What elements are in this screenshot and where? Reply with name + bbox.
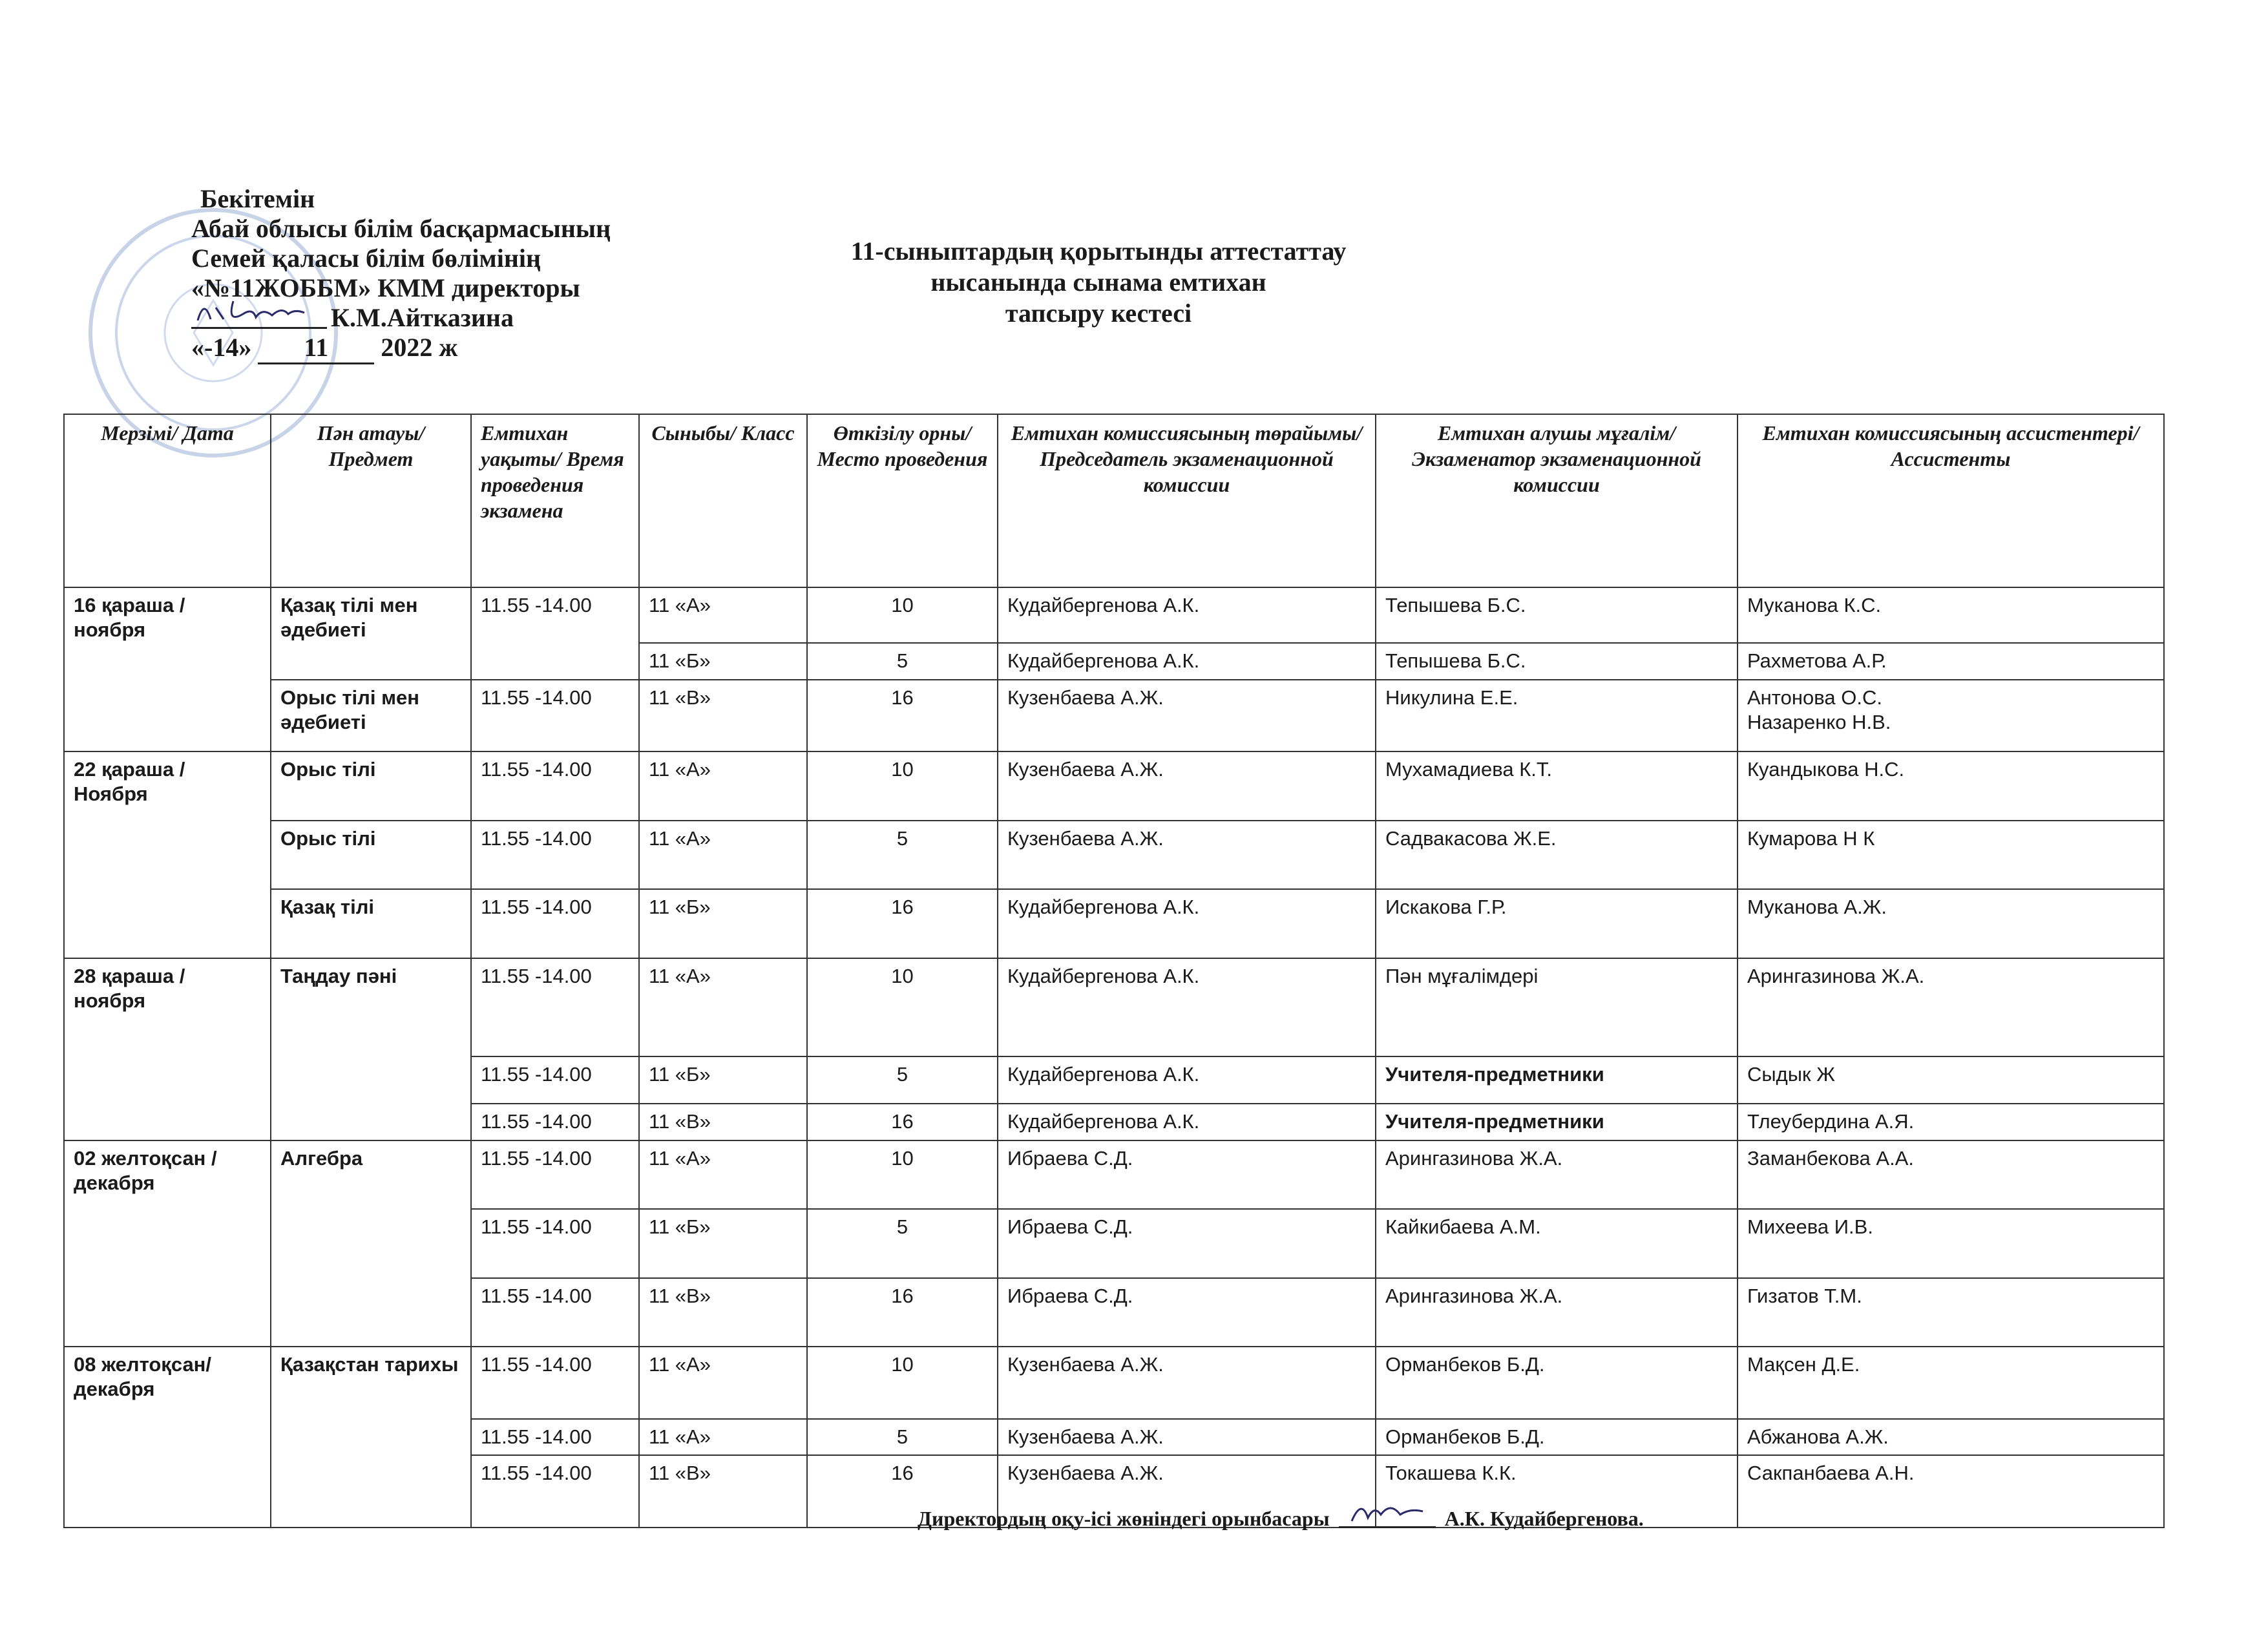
header-time: Емтихан уақыты/ Время проведения экзамена [471, 414, 639, 587]
cell-chair: Кудайбергенова А.К. [998, 1056, 1376, 1104]
cell-assistant: Арингазинова Ж.А. [1738, 958, 2164, 1056]
header-row [64, 414, 2164, 587]
title-line-1: 11-сыныптардың қорытынды аттестаттау [850, 236, 1347, 266]
cell-class: 11 «А» [639, 821, 807, 889]
cell-place: 5 [807, 821, 998, 889]
title-line-3: тапсыру кестесі [1005, 299, 1192, 328]
cell-time: 11.55 -14.00 [471, 1278, 639, 1347]
cell-place: 5 [807, 643, 998, 680]
cell-assistant: Заманбекова А.А. [1738, 1140, 2164, 1209]
cell-date: 16 қараша / ноября [64, 587, 271, 751]
cell-place: 10 [807, 1347, 998, 1419]
footer-role: Директордың оқу-ісі жөніндегі орынбасары [918, 1507, 1330, 1530]
cell-time: 11.55 -14.00 [471, 1056, 639, 1104]
cell-place: 16 [807, 889, 998, 958]
cell-time: 11.55 -14.00 [471, 889, 639, 958]
cell-place: 5 [807, 1209, 998, 1277]
cell-class: 11 «В» [639, 680, 807, 752]
assistant-name: Антонова О.С. [1747, 686, 1882, 709]
approval-heading: Бекітемін [200, 184, 315, 213]
table-row [64, 958, 2164, 1056]
cell-chair: Кудайбергенова А.К. [998, 889, 1376, 958]
assistant-name: Назаренко Н.В. [1747, 710, 1891, 733]
cell-assistant: Мақсен Д.Е. [1738, 1347, 2164, 1419]
cell-place: 10 [807, 587, 998, 643]
cell-assistant: Куандыкова Н.С. [1738, 751, 2164, 820]
cell-class: 11 «Б» [639, 1056, 807, 1104]
cell-class: 11 «Б» [639, 1209, 807, 1277]
cell-chair: Кузенбаева А.Ж. [998, 680, 1376, 752]
cell-time: 11.55 -14.00 [471, 1209, 639, 1277]
cell-chair: Ибраева С.Д. [998, 1209, 1376, 1277]
cell-date: 08 желтоқсан/ декабря [64, 1347, 271, 1528]
date-year: 2022 ж [381, 333, 458, 362]
cell-time: 11.55 -14.00 [471, 1419, 639, 1456]
cell-time: 11.55 -14.00 [471, 751, 639, 820]
cell-assistant: Сакпанбаева А.Н. [1738, 1455, 2164, 1528]
cell-time: 11.55 -14.00 [471, 587, 639, 680]
cell-examiner: Мухамадиева К.Т. [1376, 751, 1738, 820]
cell-chair: Ибраева С.Д. [998, 1278, 1376, 1347]
approval-date [191, 333, 773, 364]
exam-schedule-table [63, 414, 2165, 1528]
cell-subject: Орыс тілі [271, 751, 471, 820]
cell-examiner: Токашева К.К. [1376, 1455, 1738, 1528]
cell-chair: Кузенбаева А.Ж. [998, 1419, 1376, 1456]
cell-examiner: Арингазинова Ж.А. [1376, 1140, 1738, 1209]
cell-examiner: Садвакасова Ж.Е. [1376, 821, 1738, 889]
cell-examiner: Тепышева Б.С. [1376, 643, 1738, 680]
cell-class: 11 «А» [639, 1347, 807, 1419]
cell-examiner: Тепышева Б.С. [1376, 587, 1738, 643]
header-place: Өткізілу орны/ Место проведения [807, 414, 998, 587]
cell-time: 11.55 -14.00 [471, 1347, 639, 1419]
cell-date: 22 қараша / Ноября [64, 751, 271, 958]
approval-block [191, 184, 773, 364]
document-title [724, 236, 1473, 329]
cell-place: 5 [807, 1419, 998, 1456]
table-row [64, 587, 2164, 643]
cell-assistant: Абжанова А.Ж. [1738, 1419, 2164, 1456]
cell-class: 11 «А» [639, 958, 807, 1056]
cell-examiner: Орманбеков Б.Д. [1376, 1347, 1738, 1419]
table-row [64, 1347, 2164, 1419]
header-class: Сыныбы/ Класс [639, 414, 807, 587]
cell-class: 11 «А» [639, 751, 807, 820]
cell-assistant [1738, 680, 2164, 752]
cell-assistant: Михеева И.В. [1738, 1209, 2164, 1277]
cell-place: 10 [807, 751, 998, 820]
deputy-signature [1339, 1506, 1436, 1528]
cell-class: 11 «Б» [639, 889, 807, 958]
cell-place: 10 [807, 1140, 998, 1209]
cell-chair: Кудайбергенова А.К. [998, 958, 1376, 1056]
cell-examiner: Арингазинова Ж.А. [1376, 1278, 1738, 1347]
header-date: Мерзімі/ Дата [64, 414, 271, 587]
cell-subject: Қазақ тілі [271, 889, 471, 958]
cell-time: 11.55 -14.00 [471, 958, 639, 1056]
cell-examiner: Пән мұғалімдері [1376, 958, 1738, 1056]
cell-assistant: Кумарова Н К [1738, 821, 2164, 889]
cell-date: 02 желтоқсан / декабря [64, 1140, 271, 1347]
cell-chair: Кузенбаева А.Ж. [998, 1455, 1376, 1528]
title-line-2: нысанында сынама емтихан [930, 268, 1266, 297]
cell-assistant: Тлеубердина А.Я. [1738, 1104, 2164, 1140]
footer-name: А.К. Кудайбергенова. [1444, 1507, 1644, 1530]
cell-class: 11 «А» [639, 587, 807, 643]
cell-subject: Таңдау пәні [271, 958, 471, 1140]
approval-line-4: «№11ЖОББМ» КММ директоры [191, 273, 580, 302]
cell-time: 11.55 -14.00 [471, 1140, 639, 1209]
cell-place: 16 [807, 1278, 998, 1347]
cell-class: 11 «В» [639, 1104, 807, 1140]
approval-line-2: Абай облысы білім басқармасының [191, 214, 611, 243]
cell-assistant: Муканова А.Ж. [1738, 889, 2164, 958]
cell-assistant: Сыдык Ж [1738, 1056, 2164, 1104]
cell-place: 10 [807, 958, 998, 1056]
cell-class: 11 «Б» [639, 643, 807, 680]
cell-place: 16 [807, 1104, 998, 1140]
cell-date: 28 қараша / ноября [64, 958, 271, 1140]
header-assistants: Емтихан комиссиясының ассистентері/ Ассистенты [1738, 414, 2164, 587]
cell-subject: Орыс тілі [271, 821, 471, 889]
cell-time: 11.55 -14.00 [471, 821, 639, 889]
cell-chair: Кудайбергенова А.К. [998, 643, 1376, 680]
cell-chair: Кудайбергенова А.К. [998, 1104, 1376, 1140]
cell-chair: Ибраева С.Д. [998, 1140, 1376, 1209]
cell-examiner: Никулина Е.Е. [1376, 680, 1738, 752]
cell-class: 11 «В» [639, 1455, 807, 1528]
cell-place: 16 [807, 1455, 998, 1528]
header-chair: Емтихан комиссиясының төрайымы/ Председатель экзаменационной комиссии [998, 414, 1376, 587]
cell-time: 11.55 -14.00 [471, 1455, 639, 1528]
table-row [64, 751, 2164, 820]
cell-time: 11.55 -14.00 [471, 1104, 639, 1140]
header-subject: Пән атауы/ Предмет [271, 414, 471, 587]
cell-class: 11 «А» [639, 1140, 807, 1209]
cell-time: 11.55 -14.00 [471, 680, 639, 752]
table-row [64, 1140, 2164, 1209]
cell-assistant: Гизатов Т.М. [1738, 1278, 2164, 1347]
cell-place: 16 [807, 680, 998, 752]
cell-examiner: Орманбеков Б.Д. [1376, 1419, 1738, 1456]
cell-place: 5 [807, 1056, 998, 1104]
cell-subject: Орыс тілі мен әдебиеті [271, 680, 471, 752]
date-month: 11 [258, 333, 374, 364]
cell-chair: Кузенбаева А.Ж. [998, 821, 1376, 889]
cell-assistant: Рахметова А.Р. [1738, 643, 2164, 680]
cell-subject: Қазақстан тарихы [271, 1347, 471, 1528]
cell-chair: Кузенбаева А.Ж. [998, 1347, 1376, 1419]
cell-subject: Қазақ тілі мен әдебиеті [271, 587, 471, 680]
cell-subject: Алгебра [271, 1140, 471, 1347]
cell-examiner: Учителя-предметники [1376, 1104, 1738, 1140]
header-examiner: Емтихан алушы мұғалім/ Экзаменатор экзаменационной комиссии [1376, 414, 1738, 587]
footer-signature [918, 1506, 1822, 1531]
director-signature-line [191, 303, 773, 333]
cell-class: 11 «А» [639, 1419, 807, 1456]
cell-assistant: Муканова К.С. [1738, 587, 2164, 643]
cell-chair: Кузенбаева А.Ж. [998, 751, 1376, 820]
approval-line-3: Семей қаласы білім бөлімінің [191, 244, 541, 273]
table-row [64, 680, 2164, 752]
cell-examiner: Искакова Г.Р. [1376, 889, 1738, 958]
table-row [64, 889, 2164, 958]
cell-class: 11 «В» [639, 1278, 807, 1347]
table-row [64, 821, 2164, 889]
cell-examiner: Учителя-предметники [1376, 1056, 1738, 1104]
date-day: «-14» [191, 333, 252, 362]
cell-chair: Кудайбергенова А.К. [998, 587, 1376, 643]
director-name: К.М.Айтказина [331, 303, 514, 332]
cell-examiner: Кайкибаева А.М. [1376, 1209, 1738, 1277]
director-signature [191, 304, 327, 329]
